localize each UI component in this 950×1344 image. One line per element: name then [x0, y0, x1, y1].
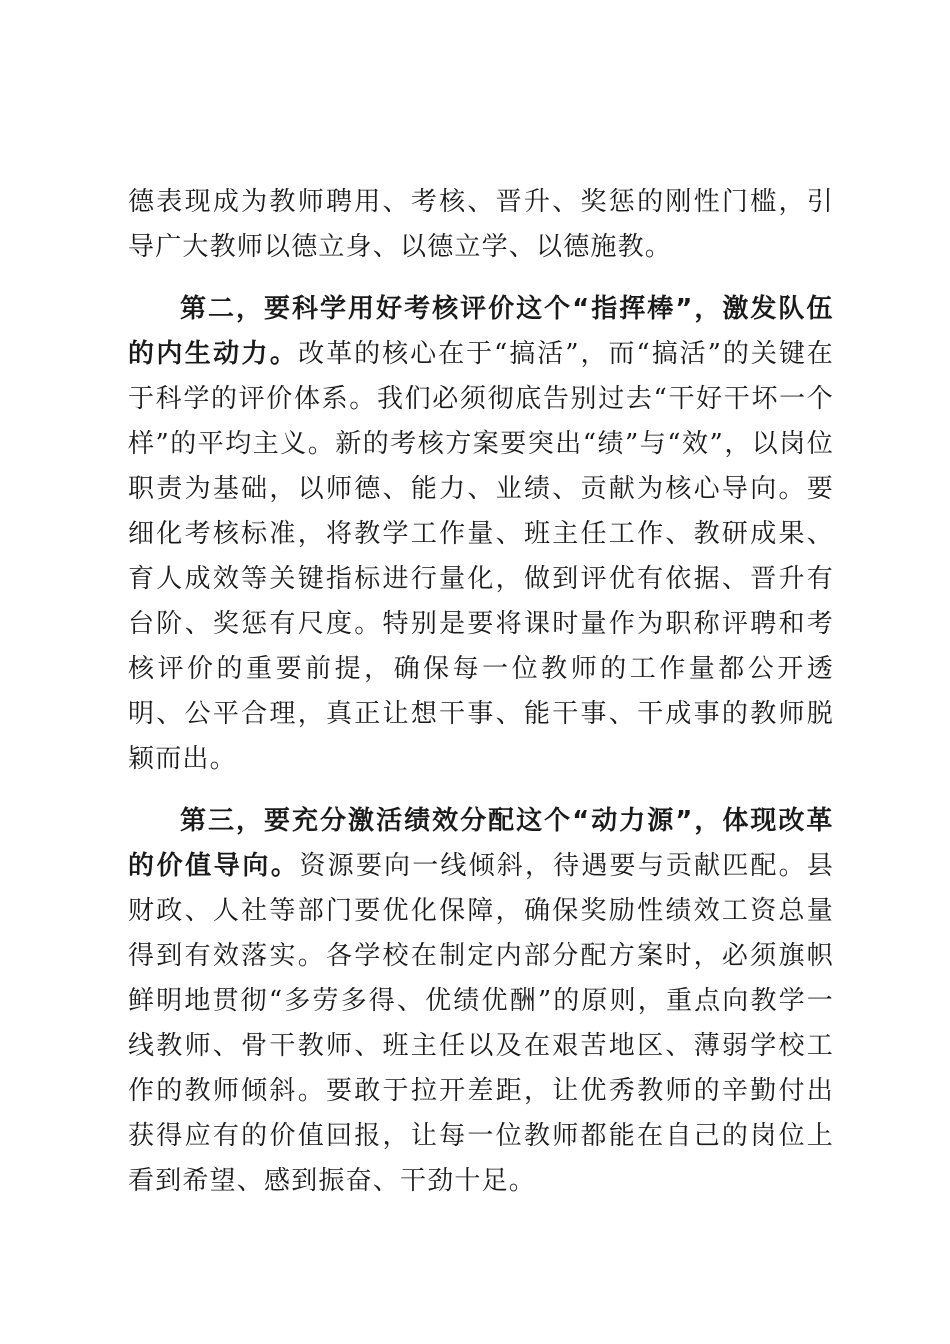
paragraph-continuation [128, 180, 834, 270]
paragraph-heading: 第二，要科学用好考核评价这个“指挥棒”，激发队伍的内生动力。 [128, 294, 834, 369]
paragraph-second-point [128, 287, 834, 782]
paragraph-text: 改革的核心在于“搞活”，而“搞活”的关键在于科学的评价体系。我们必须彻底告别过去“干好干坏一个样”的平均主义。新的考核方案要突出“绩”与“效”，以岗位职责为基础，以师德、能力、业绩、贡献为核心导向。要细化考核标准，将教学工作量、班主任工作、教研成果、育人成效等关键指标进行量化，做到评优有依据、晋升有台阶、奖惩有尺度。特别是要将课时量作为职称评聘和考核评价的重要前提，确保每一位教师的工作量都公开透明、公平合理，真正让想干事、能干事、干成事的教师脱颖而出。 [128, 339, 834, 774]
paragraph-text: 资源要向一线倾斜，待遇要与贡献匹配。县财政、人社等部门要优化保障，确保奖励性绩效工资总量得到有效落实。各学校在制定内部分配方案时，必须旗帜鲜明地贯彻“多劳多得、优绩优酬”的原则，重点向教学一线教师、骨干教师、班主任以及在艰苦地区、薄弱学校工作的教师倾斜。要敢于拉开差距，让优秀教师的辛勤付出获得应有的价值回报，让每一位教师都能在自己的岗位上看到希望、感到振奋、干劲十足。 [128, 851, 834, 1196]
paragraph-text: 德表现成为教师聘用、考核、晋升、奖惩的刚性门槛，引导广大教师以德立身、以德立学、以德施教。 [128, 187, 834, 262]
paragraph-heading: 第三，要充分激活绩效分配这个“动力源”，体现改革的价值导向。 [128, 806, 834, 881]
document-body [128, 180, 834, 1221]
paragraph-third-point [128, 799, 834, 1204]
